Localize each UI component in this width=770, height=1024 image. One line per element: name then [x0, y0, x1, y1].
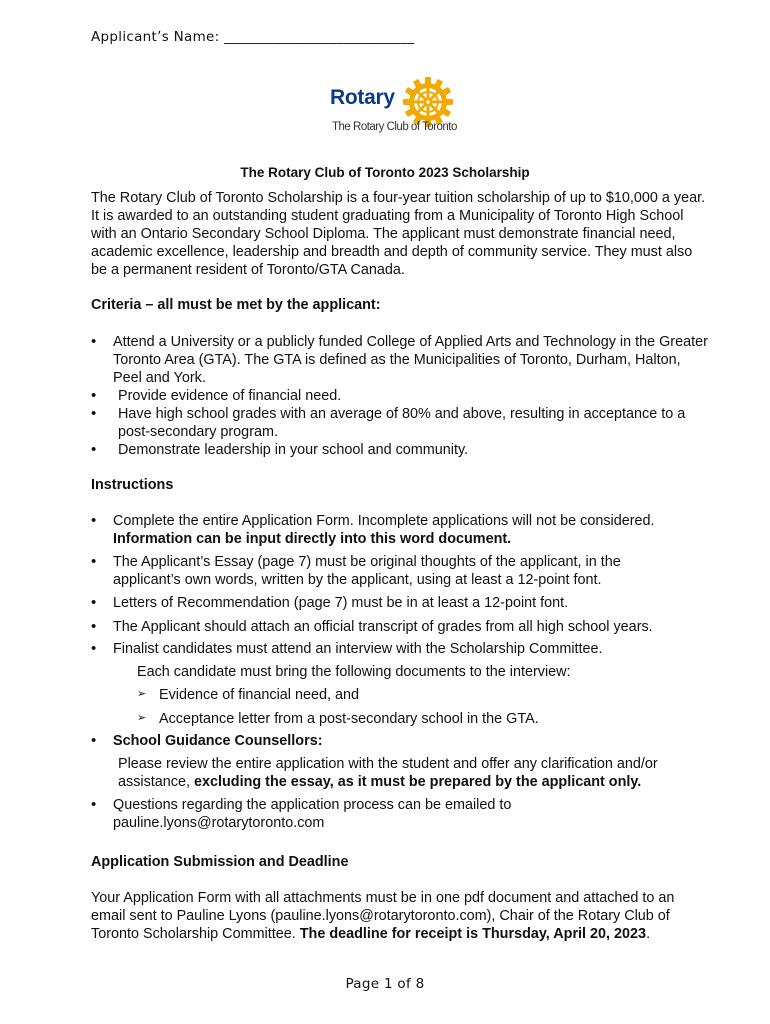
arrow-bullet-icon: ➢	[137, 687, 147, 700]
bullet-icon: •	[91, 405, 97, 422]
instruction-item: Letters of Recommendation (page 7) must be in at least a 12-point font.	[113, 595, 569, 611]
bullet-icon: •	[91, 594, 97, 611]
counsellors-text: Please review the entire application with the student and offer any clarification and/or assistance,	[118, 756, 658, 790]
counsellors-heading: School Guidance Counsellors:	[113, 733, 323, 749]
submission-paragraph	[91, 889, 701, 943]
criteria-item: Attend a University or a publicly funded College of Applied Arts and Technology in the Greater Toronto Area (GTA). The GTA is defined as the Municipalities of Toronto, Durham, Halton, Peel and York.	[113, 334, 708, 386]
criteria-item: Have high school grades with an average of 80% and above, resulting in acceptance to a post-secondary program.	[118, 406, 686, 440]
logo-subtitle: The Rotary Club of Toronto	[332, 121, 457, 133]
instruction-bold-note: Information can be input directly into this word document.	[113, 531, 512, 547]
criteria-heading: Criteria – all must be met by the applicant:	[91, 297, 381, 313]
bullet-icon: •	[91, 512, 97, 529]
bullet-icon: •	[91, 387, 97, 404]
questions-contact: Questions regarding the application process can be emailed to pauline.lyons@rotarytoronto.com	[113, 797, 512, 831]
bullet-icon: •	[91, 553, 97, 570]
bullet-icon: •	[91, 796, 97, 813]
rotary-logo	[330, 74, 465, 140]
instruction-item	[113, 512, 711, 548]
submission-end: .	[646, 926, 651, 942]
counsellors-bold-note: excluding the essay, as it must be prepared by the applicant only.	[194, 774, 642, 790]
instruction-item: The Applicant’s Essay (page 7) must be original thoughts of the applicant, in the applicant’s own words, written by the applicant, using at least a 12-point font.	[113, 554, 621, 588]
counsellors-note	[118, 755, 711, 791]
submission-text: Your Application Form with all attachments must be in one pdf document and attached to an email sent to Pauline Lyons (pauline.lyons@rotarytoronto.com), Chair of the Rotary Club of Toronto Scholarship Committee.	[91, 890, 675, 942]
document-title: The Rotary Club of Toronto 2023 Scholarship	[240, 165, 530, 180]
instruction-item: Finalist candidates must attend an interview with the Scholarship Committee.	[113, 641, 603, 657]
bullet-icon: •	[91, 441, 97, 458]
criteria-item: Provide evidence of financial need.	[118, 388, 342, 404]
instruction-item: The Applicant should attach an official transcript of grades from all high school years.	[113, 619, 653, 635]
interview-documents-intro: Each candidate must bring the following documents to the interview:	[137, 664, 571, 680]
bullet-icon: •	[91, 732, 97, 749]
bullet-icon: •	[91, 618, 97, 635]
criteria-item: Demonstrate leadership in your school and community.	[118, 442, 469, 458]
interview-document-item: Acceptance letter from a post-secondary school in the GTA.	[159, 711, 539, 727]
page-number: Page 1 of 8	[345, 976, 425, 992]
bullet-icon: •	[91, 640, 97, 657]
arrow-bullet-icon: ➢	[137, 711, 147, 724]
bullet-icon: •	[91, 333, 97, 350]
interview-document-item: Evidence of financial need, and	[159, 687, 360, 703]
intro-paragraph: The Rotary Club of Toronto Scholarship is a four-year tuition scholarship of up to $10,000 a year. It is awarded to an outstanding student graduating from a Municipality of Toronto High School with an Ontario Secondary School Diploma. The applicant must demonstrate financial need, academic excellence, leadership and breadth and depth of community service. They must also be a permanent resident of Toronto/GTA Canada.	[91, 190, 706, 278]
logo-wordmark: Rotary	[330, 86, 395, 109]
deadline-text: The deadline for receipt is Thursday, April 20, 2023	[299, 926, 647, 942]
applicant-name-field[interactable]: Applicant’s Name: ___________________________	[91, 29, 415, 45]
submission-heading: Application Submission and Deadline	[91, 854, 349, 870]
instructions-heading: Instructions	[91, 477, 174, 493]
instruction-text: Complete the entire Application Form. Incomplete applications will not be considered.	[113, 513, 655, 529]
